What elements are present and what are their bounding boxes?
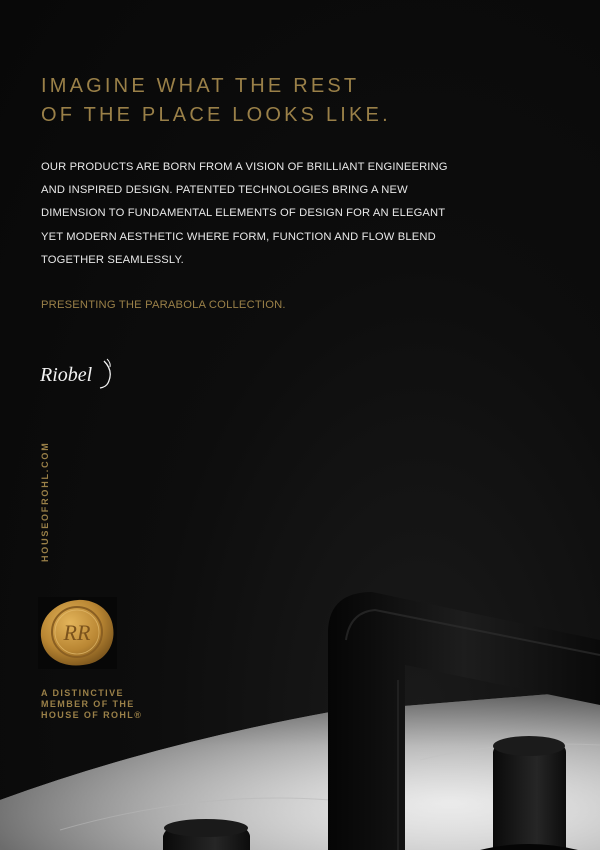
body-copy — [41, 156, 511, 272]
presenting-collection: PRESENTING THE PARABOLA COLLECTION. — [41, 299, 286, 311]
member-line: A DISTINCTIVE — [41, 688, 124, 698]
headline — [41, 72, 521, 130]
member-line: MEMBER OF THE — [41, 699, 135, 709]
member-tagline — [41, 688, 142, 721]
brand-logo-text: Riobel — [40, 364, 93, 386]
headline-line-2: OF THE PLACE LOOKS LIKE. — [41, 104, 391, 126]
body-line: TOGETHER SEAMLESSLY. — [41, 253, 184, 266]
headline-line-1: IMAGINE WHAT THE REST — [41, 75, 360, 97]
riobel-logo — [40, 355, 120, 391]
body-line: OUR PRODUCTS ARE BORN FROM A VISION OF BRILLIANT ENGINEERING — [41, 161, 448, 173]
body-line: DIMENSION TO FUNDAMENTAL ELEMENTS OF DESIGN FOR AN ELEGANT — [41, 207, 446, 220]
website-url: HOUSEOFROHL.COM — [40, 441, 50, 562]
body-line: AND INSPIRED DESIGN. PATENTED TECHNOLOGIES BRING A NEW — [41, 184, 408, 197]
seal-monogram: RR — [63, 620, 91, 645]
seal-container — [38, 597, 117, 669]
body-line: YET MODERN AESTHETIC WHERE FORM, FUNCTION AND FLOW BLEND — [41, 230, 436, 243]
wax-seal-icon — [39, 597, 117, 669]
member-line: HOUSE OF ROHL® — [41, 710, 143, 720]
